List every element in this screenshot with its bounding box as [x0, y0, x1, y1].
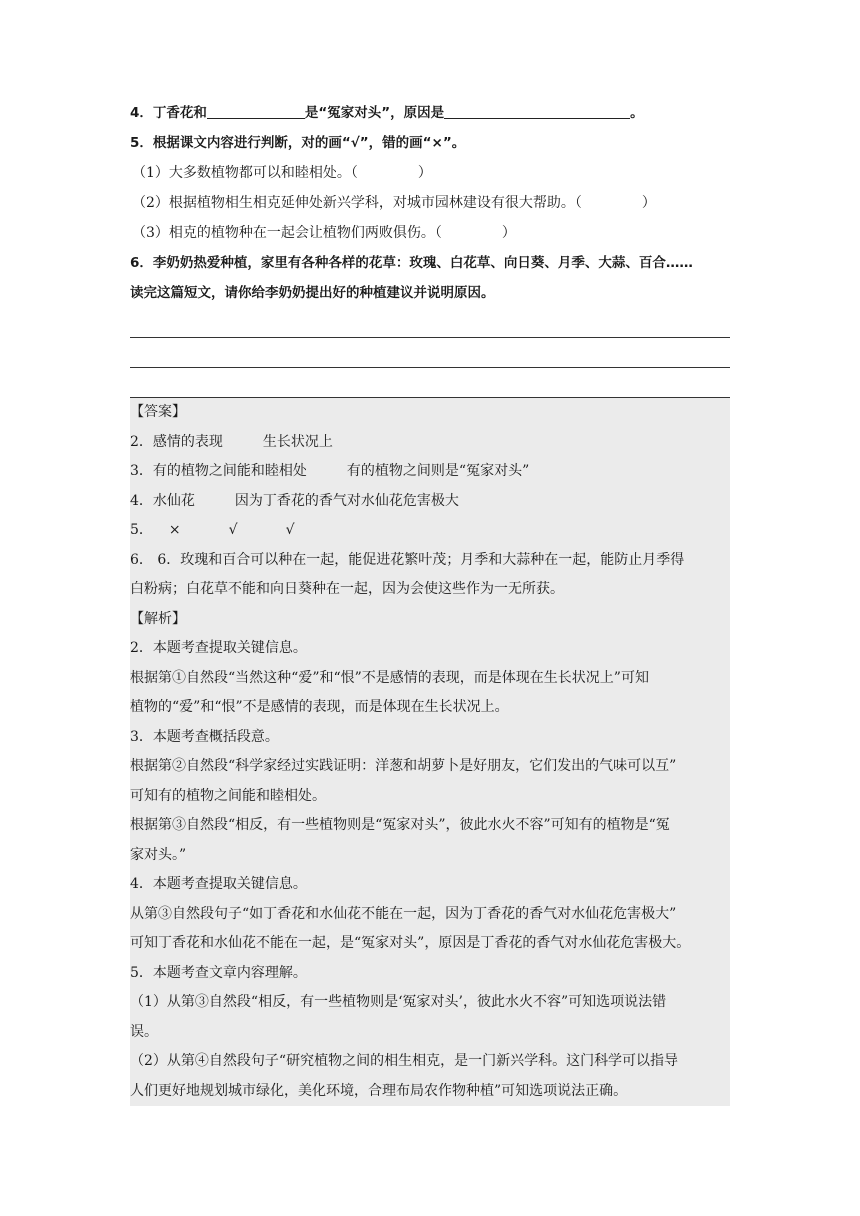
answer-2-part-2: 生长状况上 — [262, 433, 333, 450]
q4-text-a: 4．丁香花和 — [130, 105, 207, 121]
answer-5-value-3: √ — [285, 522, 295, 538]
analysis-line: 5．本题考查文章内容理解。 — [130, 964, 307, 981]
answer-3-part-2: 有的植物之间则是“冤家对头” — [346, 463, 530, 479]
question-6-line-2: 读完这篇短文，请你给李奶奶提出好的种植建议并说明原因。 — [130, 285, 495, 301]
answer-5-value-2: √ — [228, 522, 238, 538]
analysis-line: 可知有的植物之间能和睦相处。 — [130, 787, 326, 804]
q4-text-c: 。 — [630, 105, 644, 121]
answer-3-part-1: 3．有的植物之间能和睦相处 — [130, 463, 307, 479]
analysis-line: 3．本题考查概括段意。 — [130, 728, 279, 745]
analysis-line: 植物的“爱”和“恨”不是感情的表现，而是体现在生长状况上。 — [130, 699, 509, 715]
answer-6-line-2: 白粉病；白花草不能和向日葵种在一起，因为会使这些作为一无所获。 — [130, 581, 564, 597]
q5-item-1-close: ） — [417, 165, 432, 181]
analysis-body — [130, 634, 730, 1106]
answer-5-value-1: × — [168, 522, 181, 538]
q5-item-2-text: （2）根据植物相生相克延伸处新兴学科，对城市园林建设有很大帮助。（ — [132, 195, 582, 211]
q5-item-2-close: ） — [641, 195, 656, 211]
answer-writing-line-2[interactable] — [130, 338, 730, 368]
answer-writing-line-3[interactable] — [130, 368, 730, 398]
answer-heading: 【答案】 — [130, 404, 186, 420]
answer-5 — [130, 516, 730, 546]
question-4 — [130, 98, 730, 128]
answer-4-part-2: 因为丁香花的香气对水仙花危害极大 — [234, 492, 459, 509]
q4-blank-1[interactable] — [207, 104, 305, 119]
analysis-line: （2）从第④自然段句子“研究植物之间的相生相克，是一门新兴学科。这门科学可以指导 — [130, 1053, 679, 1069]
answer-panel — [130, 398, 730, 1106]
answer-5-number: 5． — [130, 522, 153, 538]
question-5-item-3 — [130, 218, 730, 248]
q5-item-1-text: （1）大多数植物都可以和睦相处。（ — [132, 165, 358, 181]
q5-item-3-text: （3）相克的植物种在一起会让植物们两败俱伤。（ — [132, 225, 442, 241]
answer-6-line-1: 6． 6．玫瑰和百合可以种在一起，能促进花繁叶茂；月季和大蒜种在一起，能防止月季得 — [130, 551, 685, 568]
question-5-item-1 — [130, 158, 730, 188]
answer-writing-line-1[interactable] — [130, 308, 730, 338]
answer-4 — [130, 487, 730, 517]
analysis-line: 根据第③自然段“相反，有一些植物则是“冤家对头”，彼此水火不容”可知有的植物是“冤 — [130, 817, 670, 833]
analysis-line: 根据第①自然段“当然这种“爱”和“恨”不是感情的表现，而是体现在生长状况上”可知 — [130, 669, 649, 686]
answer-4-part-1: 4．水仙花 — [130, 492, 195, 509]
answer-2-part-1: 2．感情的表现 — [130, 433, 223, 450]
analysis-line: 从第③自然段句子“如丁香花和水仙花不能在一起，因为丁香花的香气对水仙花危害极大” — [130, 905, 677, 922]
analysis-line: 可知丁香花和水仙花不能在一起，是“冤家对头”，原因是丁香花的香气对水仙花危害极大。 — [130, 935, 691, 951]
q4-blank-2[interactable] — [444, 104, 630, 119]
q4-text-b: 是“冤家对头”，原因是 — [304, 105, 445, 121]
q5-item-3-close: ） — [501, 225, 516, 241]
question-6-line-1: 6．李奶奶热爱种植，家里有各种各样的花草：玫瑰、白花草、向日葵、月季、大蒜、百合…… — [130, 255, 693, 271]
answer-3 — [130, 457, 730, 487]
analysis-line: 根据第②自然段“科学家经过实践证明：洋葱和胡萝卜是好朋友，它们发出的气味可以互” — [130, 758, 677, 774]
analysis-line: 4．本题考查提取关键信息。 — [130, 876, 307, 892]
question-5-item-2 — [130, 188, 730, 218]
analysis-line: （1）从第③自然段“相反，有一些植物则是‘冤家对头’，彼此水火不容”可知选项说法错 — [130, 994, 667, 1010]
analysis-line: 家对头。” — [130, 846, 187, 863]
question-section — [130, 98, 730, 398]
analysis-line: 2．本题考查提取关键信息。 — [130, 640, 307, 656]
question-5-stem: 5．根据课文内容进行判断，对的画“√”，错的画“×”。 — [130, 135, 466, 151]
analysis-line: 误。 — [130, 1023, 158, 1040]
analysis-heading: 【解析】 — [130, 610, 186, 627]
answer-2 — [130, 428, 730, 458]
analysis-line: 人们更好地规划城市绿化，美化环境，合理布局农作物种植”可知选项说法正确。 — [130, 1082, 628, 1099]
